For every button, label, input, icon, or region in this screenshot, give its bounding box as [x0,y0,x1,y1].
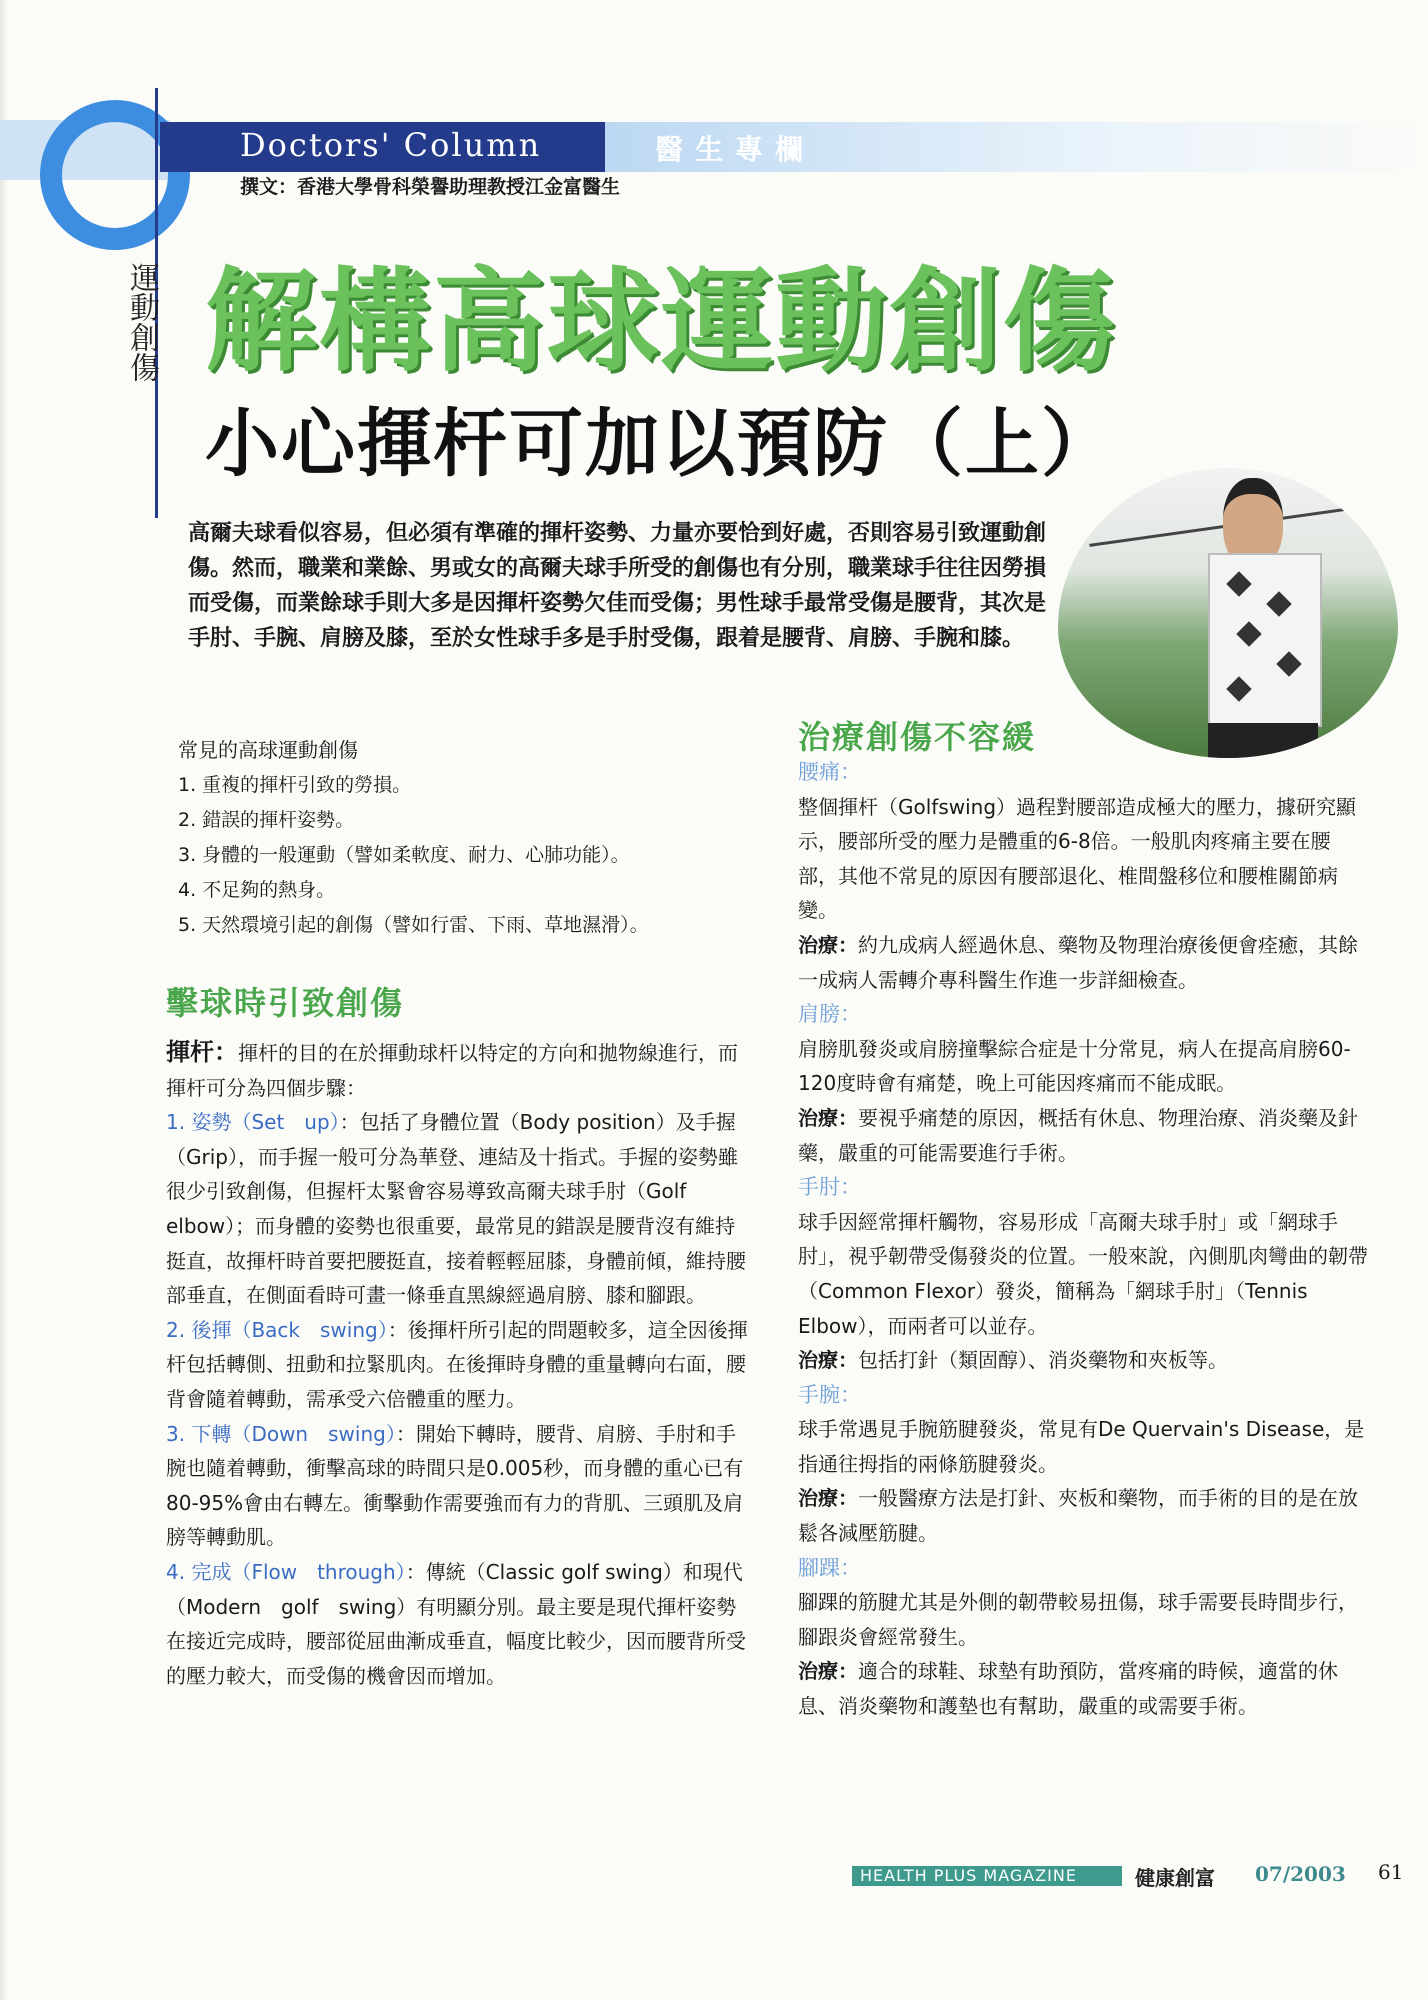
argyle-diamond [1226,676,1251,701]
step-label: 3. 下轉（Down swing） [166,1421,396,1446]
common-injuries-title: 常見的高球運動創傷 [178,738,358,762]
step-text: ：開始下轉時，腰背、肩膀、手肘和手腕也隨着轉動，衝擊高球的時間只是0.005秒，而身體的重心已有80-95%會由右轉左。衝擊動作需要強而有力的背肌、三頭肌及肩膀等轉動肌。 [166,1421,744,1550]
section-text: 肩膀肌發炎或肩膀撞擊綜合症是十分常見，病人在提高肩膀60-120度時會有痛楚，晚上可能因疼痛而不能成眠。 [798,1036,1351,1096]
step-text: ：包括了身體位置（Body position）及手握（Grip），而手握一般可分為華登、連結及十指式。手握的姿勢雖很少引致創傷，但握杆太緊會容易導致高爾夫球手肘（Golf elbow）；而身體的姿勢也很重要，最常見的錯誤是腰背沒有維持挺直，故揮杆時首要把腰挺直，接着輕輕屈膝，身體前傾，維持腰部垂直，在側面看時可畫一條垂直黑線經過肩膀、膝和腳跟。 [166,1110,746,1308]
golfer-shirt [1208,553,1322,727]
section-text: 球手常遇見手腕筋腱發炎，常見有De Quervain's Disease，是指通往拇指的兩條筋腱發炎。 [798,1417,1365,1476]
page-title: 解構高球運動創傷 [205,257,1117,387]
footer-date: 07/2003 [1255,1862,1346,1886]
step-text: ：傳統（Classic golf swing）和現代（Modern golf swing）有明顯分別。最主要是現代揮杆姿勢在接近完成時，腰部從屈曲漸成垂直，幅度比較少，因而腰背所受的壓力較大，而受傷的機會因而增加。 [166,1559,746,1688]
vertical-tag: 運動創傷 [124,262,159,382]
treatment-text: 包括打針（類固醇）、消炎藥物和夾板等。 [858,1348,1228,1373]
left-section-heading: 擊球時引致創傷 [166,984,405,1022]
golfer-photo [1058,468,1398,758]
section-title-shoulder: 肩膀： [798,1002,861,1027]
intro-paragraph: 高爾夫球看似容易，但必須有準確的揮杆姿勢、力量亦要恰到好處，否則容易引致運動創傷。然而，職業和業餘、男或女的高爾夫球手所受的創傷也有分別，職業球手往往因勞損而受傷，而業餘球手則大多是因揮杆姿勢欠佳而受傷；男性球手最常受傷是腰背，其次是手肘、手腕、肩膀及膝，至於女性球手多是手肘受傷，跟着是腰背、肩膀、手腕和膝。 [188,521,1047,651]
right-column [798,755,1370,1724]
list-item: 5. 天然環境引起的創傷（譬如行雷、下雨、草地濕滑）。 [178,914,649,936]
treatment-text: 一般醫療方法是打針、夾板和藥物，而手術的目的是在放鬆各減壓筋腱。 [798,1486,1358,1546]
argyle-diamond [1276,651,1301,676]
left-column [166,1035,752,1693]
section-text: 球手因經常揮杆觸物，容易形成「高爾夫球手肘」或「網球手肘」，視乎韌帶受傷發炎的位置。一般來說，內側肌肉彎曲的韌帶（Common Flexor）發炎，簡稱為「網球手肘」（Tennis Elbow），而兩者可以並存。 [798,1209,1368,1338]
byline: 撰文：香港大學骨科榮譽助理教授江金富醫生 [240,176,621,198]
step-label: 1. 姿勢（Set up） [166,1110,340,1135]
page-number: 61 [1378,1860,1404,1884]
section-title-wrist: 手腕： [798,1382,861,1407]
list-item: 1. 重複的揮杆引致的勞損。 [178,774,412,796]
list-item: 2. 錯誤的揮杆姿勢。 [178,809,355,831]
section-text: 腳踝的筋腱尤其是外側的韌帶較易扭傷，球手需要長時間步行，腳跟炎會經常發生。 [798,1590,1358,1649]
common-injuries-list [178,768,778,943]
treatment-label: 治療： [798,1659,858,1684]
footer-magazine: HEALTH PLUS MAGAZINE [852,1866,1122,1886]
scan-edge [0,0,8,2000]
treatment-label: 治療： [798,1486,858,1511]
list-item: 4. 不足夠的熱身。 [178,879,336,901]
step-label: 4. 完成（Flow through） [166,1559,406,1584]
treatment-label: 治療： [798,932,858,957]
argyle-diamond [1226,571,1251,596]
column-title: Doctors' Column [240,126,542,164]
treatment-label: 治療： [798,1105,858,1130]
argyle-diamond [1236,621,1261,646]
step-text: ：後揮杆所引起的問題較多，這全因後揮杆包括轉側、扭動和拉緊肌肉。在後揮時身體的重量轉向右面，腰背會隨着轉動，需承受六倍體重的壓力。 [166,1317,748,1411]
list-item: 3. 身體的一般運動（譬如柔軟度、耐力、心肺功能）。 [178,844,630,866]
section-title-elbow: 手肘： [798,1175,861,1200]
column-subtitle: 醫生專欄 [655,133,816,166]
treatment-text: 適合的球鞋、球墊有助預防，當疼痛的時候，適當的休息、消炎藥物和護墊也有幫助，嚴重的或需要手術。 [798,1659,1338,1719]
treatment-label: 治療： [798,1348,858,1373]
treatment-text: 要視乎痛楚的原因，概括有休息、物理治療、消炎藥及針藥，嚴重的可能需要進行手術。 [798,1105,1358,1165]
swing-text: 揮杆的目的在於揮動球杆以特定的方向和拋物線進行，而揮杆可分為四個步驟： [166,1041,738,1100]
section-title-waist: 腰痛： [798,760,861,784]
step-label: 2. 後揮（Back swing） [166,1317,388,1342]
swing-label: 揮杆： [166,1038,238,1066]
footer-magazine-cn: 健康創富 [1135,1866,1215,1890]
section-text: 整個揮杆（Golfswing）過程對腰部造成極大的壓力，據研究顯示，腰部所受的壓力是體重的6-8倍。一般肌肉疼痛主要在腰部，其他不常見的原因有腰部退化、椎間盤移位和腰椎關節病變。 [798,794,1357,923]
argyle-diamond [1266,591,1291,616]
golfer-pants [1208,723,1318,758]
right-section-heading: 治療創傷不容緩 [798,718,1037,756]
treatment-text: 約九成病人經過休息、藥物及物理治療後便會痊癒，其餘一成病人需轉介專科醫生作進一步詳細檢查。 [798,932,1358,992]
section-title-ankle: 腳踝： [798,1555,861,1580]
page-subtitle: 小心揮杆可加以預防（上） [205,401,1117,487]
